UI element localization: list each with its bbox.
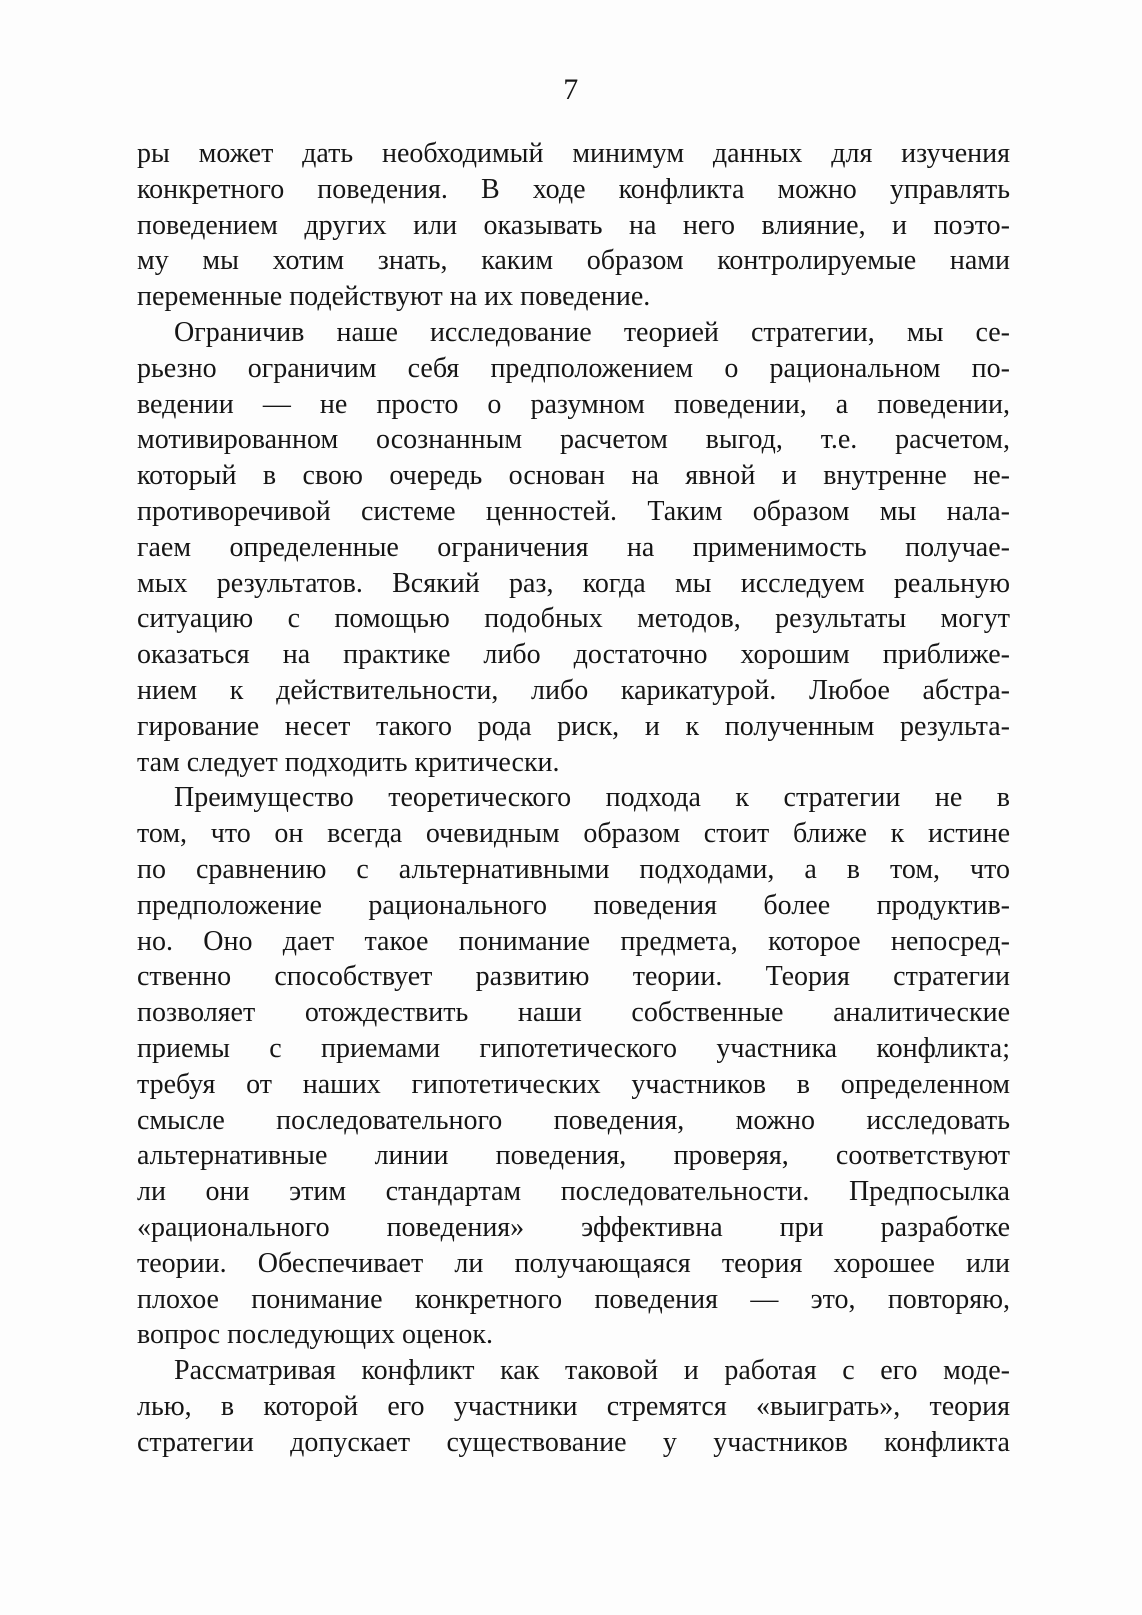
text-line: оказаться на практике либо достаточно хорошим приближе- <box>137 639 1010 671</box>
text-line: плохое понимание конкретного поведения — это, повторяю, <box>137 1283 1010 1315</box>
text-line: лью, в которой его участники стремятся «выиграть», теория <box>137 1390 1010 1422</box>
text-line: Ограничив наше исследование теорией стратегии, мы се- <box>174 316 1010 348</box>
text-line: ведении — не просто о разумном поведении, а поведении, <box>137 388 1010 420</box>
text-line: рьезно ограничим себя предположением о рациональном по- <box>137 352 1010 384</box>
text-line: конкретного поведения. В ходе конфликта можно управлять <box>137 173 1010 205</box>
text-line: ситуацию с помощью подобных методов, результаты могут <box>137 603 1010 635</box>
text-line: мых результатов. Всякий раз, когда мы исследуем реальную <box>137 567 1010 599</box>
text-line: приемы с приемами гипотетического участника конфликта; <box>137 1032 1010 1064</box>
text-line: ственно способствует развитию теории. Теория стратегии <box>137 961 1010 993</box>
page-number: 7 <box>563 73 579 106</box>
text-line: том, что он всегда очевидным образом стоит ближе к истине <box>137 818 1010 850</box>
text-line: теории. Обеспечивает ли получающаяся теория хорошее или <box>137 1247 1010 1279</box>
text-line: Преимущество теоретического подхода к стратегии не в <box>174 782 1010 814</box>
text-line: ли они этим стандартам последовательности. Предпосылка <box>137 1176 1010 1208</box>
text-line: гирование несет такого рода риск, и к полученным результа- <box>137 710 1010 742</box>
text-line: Рассматривая конфликт как таковой и работая с его моде- <box>174 1355 1010 1387</box>
text-line: поведением других или оказывать на него влияние, и поэто- <box>137 209 1010 241</box>
text-line: «рационального поведения» эффективна при разработке <box>137 1211 1010 1243</box>
text-line: смысле последовательного поведения, можно исследовать <box>137 1104 1010 1136</box>
text-line: нием к действительности, либо карикатурой. Любое абстра- <box>137 674 1010 706</box>
text-line: который в свою очередь основан на явной и внутренне не- <box>137 460 1010 492</box>
text-line: позволяет отождествить наши собственные аналитические <box>137 997 1010 1029</box>
text-line: переменные подействуют на их поведение. <box>137 281 651 313</box>
page-text <box>137 136 1010 1460</box>
text-line: вопрос последующих оценок. <box>137 1319 493 1351</box>
text-line: стратегии допускает существование у участников конфликта <box>137 1426 1010 1458</box>
text-line: там следует подходить критически. <box>137 746 560 778</box>
text-line: ры может дать необходимый минимум данных для изучения <box>137 138 1010 169</box>
text-line: альтернативные линии поведения, проверяя, соответствуют <box>137 1140 1010 1172</box>
text-line: противоречивой системе ценностей. Таким образом мы нала- <box>137 495 1010 527</box>
text-line: гаем определенные ограничения на применимость получае- <box>137 531 1010 563</box>
text-line: мотивированном осознанным расчетом выгод, т.е. расчетом, <box>137 424 1010 456</box>
text-line: му мы хотим знать, каким образом контролируемые нами <box>137 245 1010 277</box>
text-line: предположение рационального поведения более продуктив- <box>137 889 1010 921</box>
text-line: но. Оно дает такое понимание предмета, которое непосред- <box>137 925 1010 957</box>
text-line: по сравнению с альтернативными подходами, а в том, что <box>137 853 1010 885</box>
text-line: требуя от наших гипотетических участников в определенном <box>137 1068 1010 1100</box>
